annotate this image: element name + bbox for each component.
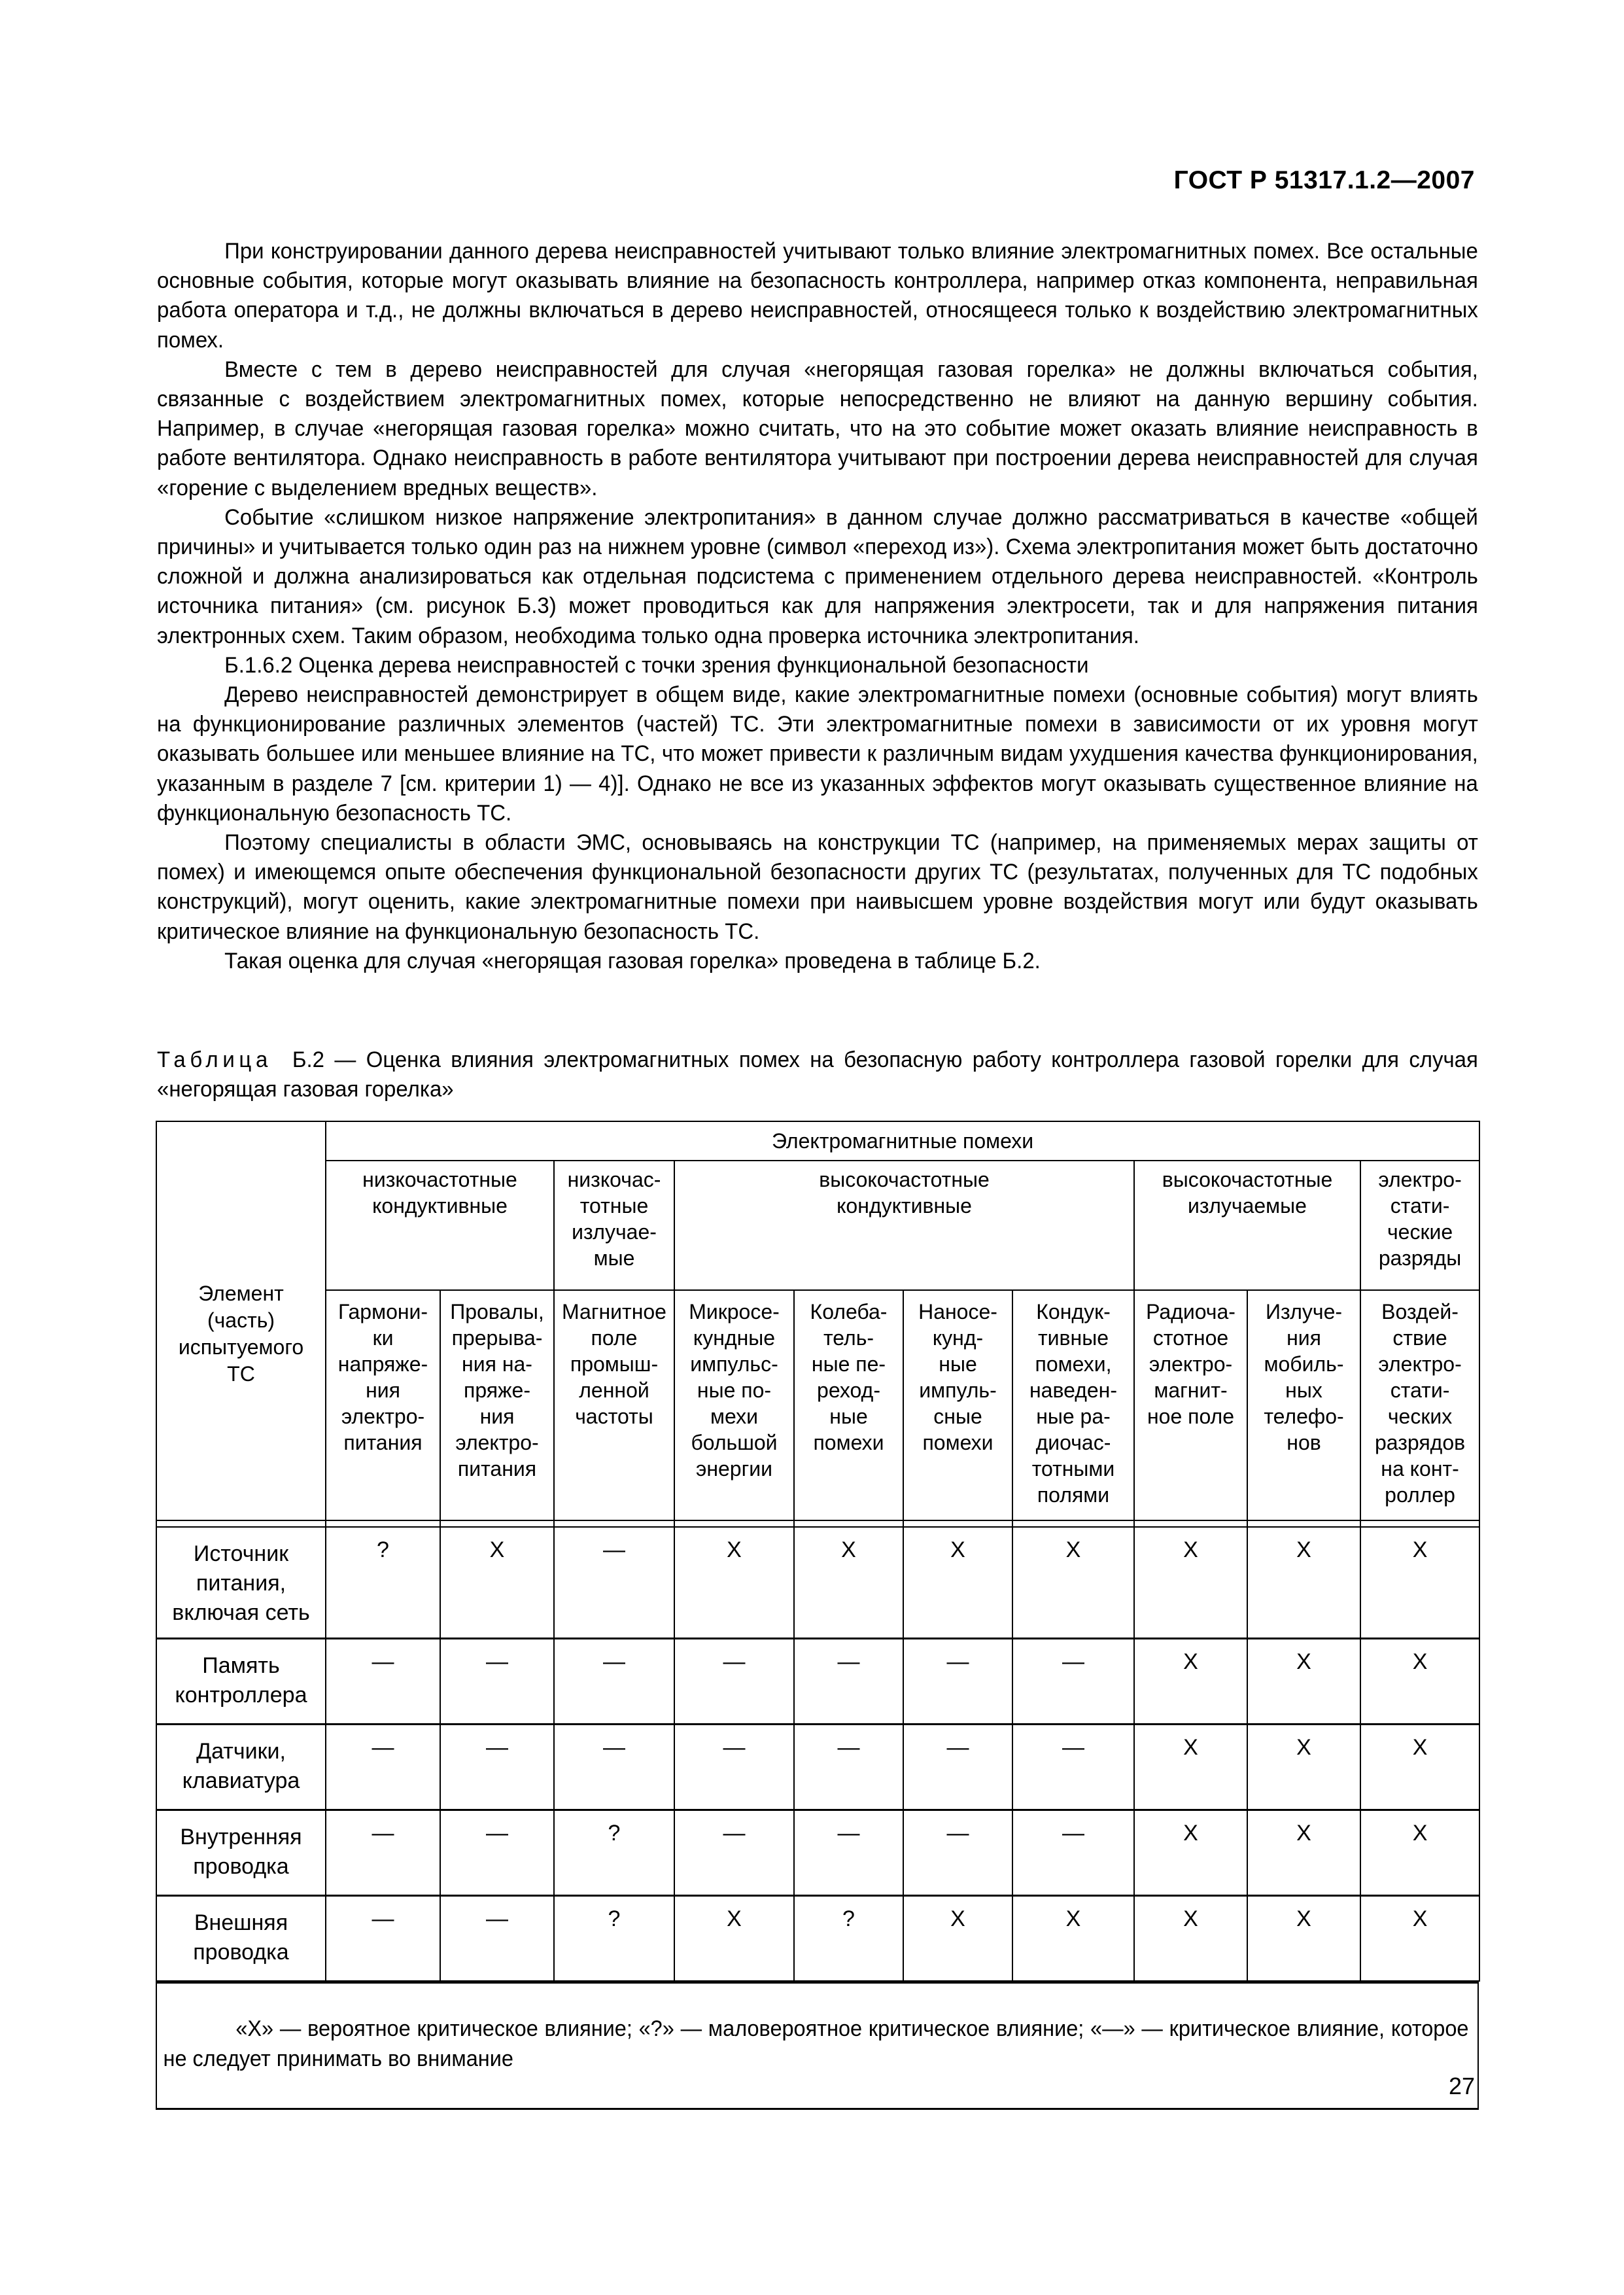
emi-type-label: кундные	[693, 1326, 776, 1350]
emi-type-label: электро-	[1378, 1352, 1462, 1376]
header-separator	[156, 1520, 1479, 1527]
element-name-line: Датчики,	[196, 1739, 286, 1764]
element-name-line: Внешняя	[194, 1910, 288, 1935]
element-name	[156, 1810, 326, 1896]
emi-type-label: тивные	[1038, 1326, 1109, 1350]
emi-group-label: высокочастотные	[819, 1168, 990, 1191]
emi-type-label: разрядов	[1374, 1431, 1466, 1454]
emi-type-header	[1012, 1290, 1134, 1520]
emi-type-label: ческих	[1387, 1405, 1453, 1428]
impact-cell: X	[1247, 1725, 1360, 1810]
impact-cell: —	[440, 1639, 554, 1725]
impact-cell: X	[674, 1896, 794, 1982]
emi-type-label: магнит-	[1154, 1378, 1228, 1402]
table-row	[156, 1896, 1479, 1982]
paragraph: Такая оценка для случая «негорящая газовая горелка» проведена в таблице Б.2.	[224, 948, 1041, 973]
emi-type-label: электро-	[455, 1431, 539, 1454]
element-name	[156, 1639, 326, 1725]
impact-cell: —	[440, 1810, 554, 1896]
impact-cell: —	[903, 1725, 1012, 1810]
emi-group-label: излучаемые	[1188, 1194, 1307, 1218]
emi-type-label: Провалы,	[450, 1300, 544, 1323]
element-name-line: проводка	[193, 1940, 289, 1965]
element-header-line: Элемент	[198, 1282, 284, 1305]
impact-cell: —	[554, 1725, 674, 1810]
emi-group-label: стати-	[1390, 1194, 1450, 1218]
emi-type-label: большой	[691, 1431, 778, 1454]
emi-type-label: телефо-	[1264, 1405, 1344, 1428]
impact-cell: X	[1134, 1810, 1247, 1896]
impact-cell: —	[326, 1810, 440, 1896]
emi-type-label: электро-	[1149, 1352, 1233, 1376]
impact-cell: X	[1134, 1527, 1247, 1639]
emi-type-label: питания	[457, 1457, 537, 1480]
emi-type-label: стати-	[1390, 1378, 1450, 1402]
emi-group-label: излучае-	[572, 1220, 657, 1244]
element-name-line: Источник	[193, 1541, 289, 1566]
element-name-line: Память	[202, 1653, 280, 1678]
impact-cell: —	[1012, 1639, 1134, 1725]
emi-type-label: Радиоча-	[1146, 1300, 1235, 1323]
emi-type-header	[440, 1290, 554, 1520]
emi-type-label: Магнитное	[562, 1300, 666, 1323]
emi-type-label: мобиль-	[1264, 1352, 1344, 1376]
emi-type-header	[326, 1290, 440, 1520]
emi-type-label: помехи	[813, 1431, 884, 1454]
impact-cell: —	[674, 1639, 794, 1725]
impact-cell: X	[1012, 1896, 1134, 1982]
impact-cell: X	[794, 1527, 903, 1639]
element-column-header	[156, 1121, 326, 1520]
table-row	[156, 1725, 1479, 1810]
element-name	[156, 1725, 326, 1810]
emi-type-header	[1360, 1290, 1479, 1520]
emi-type-label: ния	[479, 1405, 515, 1428]
element-name	[156, 1896, 326, 1982]
emi-group-label: низкочастотные	[362, 1168, 517, 1191]
impact-cell: —	[1012, 1725, 1134, 1810]
impact-cell: X	[903, 1896, 1012, 1982]
emi-group-label: низкочас-	[567, 1168, 661, 1191]
emi-type-header	[1247, 1290, 1360, 1520]
impact-cell: —	[794, 1810, 903, 1896]
impact-cell: ?	[554, 1896, 674, 1982]
emi-type-label: энергии	[695, 1457, 772, 1480]
element-name-line: Внутренняя	[180, 1825, 302, 1849]
emi-type-label: пряже-	[464, 1378, 530, 1402]
emi-assessment-table	[156, 1121, 1479, 2110]
emi-type-label: реход-	[817, 1378, 880, 1402]
impact-cell: —	[440, 1725, 554, 1810]
table-caption-label: Таблица	[157, 1047, 272, 1072]
emi-type-header	[674, 1290, 794, 1520]
impact-cell: —	[794, 1725, 903, 1810]
emi-type-label: промыш-	[570, 1352, 659, 1376]
impact-cell: —	[794, 1639, 903, 1725]
emi-group-header	[326, 1161, 554, 1290]
emi-type-label: ных	[1285, 1378, 1322, 1402]
emi-group-header	[1134, 1161, 1360, 1290]
impact-cell: X	[1247, 1639, 1360, 1725]
emi-type-label: Воздей-	[1381, 1300, 1459, 1323]
impact-cell: —	[326, 1896, 440, 1982]
element-header-line: (часть)	[207, 1308, 275, 1332]
impact-cell: —	[674, 1725, 794, 1810]
impact-cell: X	[1012, 1527, 1134, 1639]
element-header-line: ТС	[227, 1362, 255, 1386]
element-name-line: питания,	[196, 1571, 286, 1596]
impact-cell: X	[1247, 1810, 1360, 1896]
emi-group-label: тотные	[579, 1194, 649, 1218]
element-header-line: испытуемого	[178, 1335, 304, 1359]
emi-group-label: кондуктивные	[372, 1194, 508, 1218]
emi-group-header	[554, 1161, 674, 1290]
table-legend	[156, 1982, 1479, 2110]
element-name-line: клавиатура	[182, 1768, 300, 1793]
impact-cell: ?	[326, 1527, 440, 1639]
emi-type-label: тель-	[823, 1326, 874, 1350]
emi-type-label: Гармони-	[337, 1300, 428, 1323]
emi-group-label: мые	[593, 1246, 635, 1270]
emi-type-label: ные по-	[697, 1378, 772, 1402]
impact-cell: X	[440, 1527, 554, 1639]
element-name	[156, 1527, 326, 1639]
impact-cell: X	[1360, 1810, 1479, 1896]
emi-type-label: кунд-	[932, 1326, 984, 1350]
emi-type-label: ния на-	[462, 1352, 532, 1376]
emi-type-label: ки	[372, 1326, 394, 1350]
emi-group-label: кондуктивные	[837, 1194, 972, 1218]
element-name-line: включая сеть	[172, 1600, 310, 1625]
table-caption	[157, 1045, 1478, 1104]
section-heading: Б.1.6.2 Оценка дерева неисправностей с точки зрения функциональной безопасности	[224, 652, 1089, 678]
emi-type-label: Микросе-	[689, 1300, 780, 1323]
document-code-header: ГОСТ Р 51317.1.2—2007	[1173, 166, 1475, 194]
emi-type-label: тотными	[1031, 1457, 1115, 1480]
impact-cell: X	[903, 1527, 1012, 1639]
emi-type-label: ные ра-	[1036, 1405, 1111, 1428]
table-row	[156, 1639, 1479, 1725]
emi-type-label: электро-	[341, 1405, 425, 1428]
impact-cell: X	[1247, 1527, 1360, 1639]
emi-type-header	[794, 1290, 903, 1520]
emi-type-label: нов	[1287, 1431, 1321, 1454]
impact-cell: X	[1360, 1896, 1479, 1982]
emi-type-label: ные	[939, 1352, 977, 1376]
paragraph: Дерево неисправностей демонстрирует в общем виде, какие электромагнитные помехи (основные события) могут влиять на функционирование различных элементов (частей) ТС. Эти электромагнитные помехи в зависимости от их уровня могут оказывать большее или меньшее влияние на ТС, что может привести к различным видам ухудшения качества функционирования, указанным в разделе 7 [см. критерии 1) — 4)]. Однако не все из указанных эффектов могут оказывать существенное влияние на функциональную безопасность ТС.	[157, 682, 1478, 826]
table-caption-text: Б.2 — Оценка влияния электромагнитных помех на безопасную работу контроллера газовой горелки для случая «негорящая газовая горелка»	[157, 1047, 1478, 1102]
emi-group-label: высокочастотные	[1162, 1168, 1333, 1191]
element-name-line: проводка	[193, 1854, 289, 1879]
emi-type-label: импуль-	[919, 1378, 997, 1402]
impact-cell: —	[554, 1639, 674, 1725]
emi-type-label: на конт-	[1381, 1457, 1459, 1480]
emi-type-label: полями	[1037, 1483, 1110, 1507]
emi-group-header	[1360, 1161, 1479, 1290]
emi-type-label: частоты	[575, 1405, 653, 1428]
emi-type-header	[554, 1290, 674, 1520]
paragraph: Поэтому специалисты в области ЭМС, основываясь на конструкции ТС (например, на применяемых мерах защиты от помех) и имеющемся опыте обеспечения функциональной безопасности других ТС (результатах, полученных для ТС подобных конструкций), могут оценить, какие электромагнитные помехи при наивысшем уровне воздействия могут или будут оказывать критическое влияние на функциональную безопасность ТС.	[157, 830, 1478, 944]
emi-group-label: электро-	[1378, 1168, 1462, 1191]
impact-cell: —	[674, 1810, 794, 1896]
impact-cell: X	[1360, 1527, 1479, 1639]
element-name-line: контроллера	[175, 1683, 307, 1708]
emi-group-header	[674, 1161, 1134, 1290]
paragraph: Событие «слишком низкое напряжение электропитания» в данном случае должно рассматриваться в качестве «общей причины» и учитывается только один раз на нижнем уровне (символ «переход из»). Схема электропитания может быть достаточно сложной и должна анализироваться как отдельная подсистема с применением отдельного дерева неисправностей. «Контроль источника питания» (см. рисунок Б.3) может проводиться как для напряжения электросети, так и для напряжения питания электронных схем. Таким образом, необходима только одна проверка источника электропитания.	[157, 504, 1478, 648]
impact-cell: X	[1247, 1896, 1360, 1982]
emi-type-label: ные пе-	[811, 1352, 886, 1376]
page-number: 27	[1448, 2073, 1475, 2099]
impact-cell: ?	[554, 1810, 674, 1896]
emi-type-label: Излуче-	[1265, 1300, 1343, 1323]
emi-group-label: разряды	[1378, 1246, 1462, 1270]
emi-type-label: питания	[343, 1431, 423, 1454]
emi-type-label: Наносе-	[918, 1300, 997, 1323]
emi-type-label: помехи	[922, 1431, 993, 1454]
impact-cell: —	[554, 1527, 674, 1639]
paragraph: Вместе с тем в дерево неисправностей для случая «негорящая газовая горелка» не должны включаться события, связанные с воздействием электромагнитных помех, которые непосредственно не влияют на данную вершину события. Например, в случае «негорящая газовая горелка» можно считать, что на это событие может оказать влияние неисправность в работе вентилятора. Однако неисправность в работе вентилятора учитывают при построении дерева неисправностей для случая «горение с выделением вредных веществ».	[157, 357, 1478, 500]
emi-type-label: импульс-	[690, 1352, 778, 1376]
emi-type-label: мехи	[710, 1405, 758, 1428]
emi-type-label: напряже-	[337, 1352, 428, 1376]
impact-cell: X	[1134, 1639, 1247, 1725]
impact-cell: —	[326, 1725, 440, 1810]
table-row	[156, 1527, 1479, 1639]
emi-type-label: наведен-	[1029, 1378, 1117, 1402]
emi-group-label: ческие	[1387, 1220, 1453, 1244]
legend-text: «X» — вероятное критическое влияние; «?» — маловероятное критическое влияние; «—» — критическое влияние, которое не следует принимать во внимание	[163, 2016, 1469, 2071]
emi-type-label: поле	[591, 1326, 638, 1350]
emi-type-label: стотное	[1152, 1326, 1229, 1350]
emi-type-label: ния	[1287, 1326, 1321, 1350]
impact-cell: X	[1134, 1896, 1247, 1982]
emi-header: Электромагнитные помехи	[326, 1121, 1479, 1161]
body-text	[157, 237, 1478, 976]
emi-type-label: ленной	[579, 1378, 649, 1402]
emi-type-label: роллер	[1385, 1483, 1455, 1507]
emi-type-label: ствие	[1392, 1326, 1447, 1350]
table-row	[156, 1810, 1479, 1896]
emi-type-label: ния	[366, 1378, 400, 1402]
impact-cell: X	[1360, 1639, 1479, 1725]
emi-type-label: сные	[933, 1405, 982, 1428]
impact-cell: —	[440, 1896, 554, 1982]
emi-type-header	[903, 1290, 1012, 1520]
emi-type-label: ные	[829, 1405, 868, 1428]
emi-type-label: ное поле	[1147, 1405, 1235, 1428]
emi-type-label: диочас-	[1035, 1431, 1111, 1454]
impact-cell: X	[1134, 1725, 1247, 1810]
impact-cell: X	[1360, 1725, 1479, 1810]
impact-cell: —	[1012, 1810, 1134, 1896]
emi-type-label: Колеба-	[810, 1300, 888, 1323]
impact-cell: —	[903, 1639, 1012, 1725]
emi-type-label: помехи,	[1035, 1352, 1112, 1376]
impact-cell: —	[903, 1810, 1012, 1896]
paragraph: При конструировании данного дерева неисправностей учитывают только влияние электромагнитных помех. Все остальные основные события, которые могут оказывать влияние на безопасность контроллера, например отказ компонента, неправильная работа оператора и т.д., не должны включаться в дерево неисправностей, относящееся только к воздействию электромагнитных помех.	[157, 239, 1478, 353]
emi-type-label: Кондук-	[1036, 1300, 1111, 1323]
impact-cell: X	[674, 1527, 794, 1639]
impact-cell: ?	[794, 1896, 903, 1982]
impact-cell: —	[326, 1639, 440, 1725]
emi-type-label: прерыва-	[451, 1326, 543, 1350]
emi-type-header	[1134, 1290, 1247, 1520]
